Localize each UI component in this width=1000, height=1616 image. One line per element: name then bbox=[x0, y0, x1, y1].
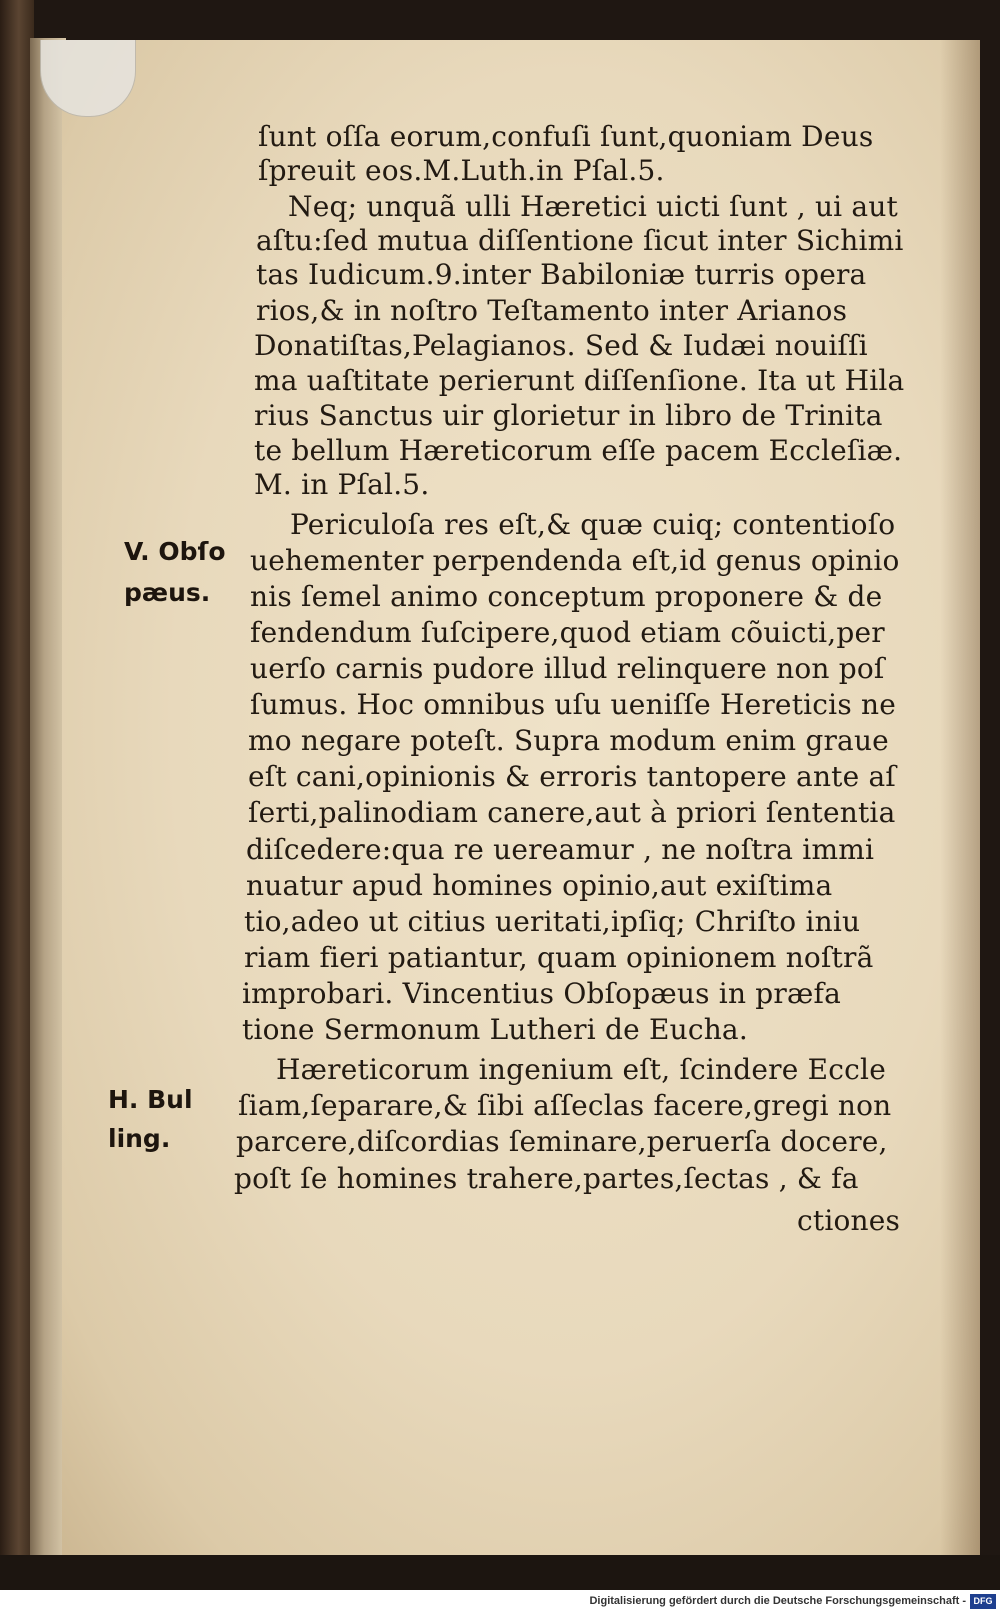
catchword: ctiones bbox=[797, 1204, 901, 1237]
text-line: uehementer perpendenda eſt,id genus opinio bbox=[250, 544, 900, 577]
footer-credit-text: Digitalisierung gefördert durch die Deutsche Forschungsgemeinschaft - bbox=[589, 1595, 966, 1607]
text-line: ſerti,palinodiam canere,aut à priori ſententia bbox=[248, 796, 896, 829]
dfg-logo-icon: DFG bbox=[970, 1594, 996, 1609]
text-line: aſtu:ſed mutua diſſentione ſicut inter Sichimi bbox=[256, 224, 904, 257]
text-line: Donatiſtas,Pelagianos. Sed & Iudæi nouiſſi bbox=[254, 329, 868, 362]
text-line: improbari. Vincentius Obſopæus in præfa bbox=[242, 977, 841, 1010]
marginal-note: V. Obſo bbox=[124, 537, 226, 566]
digitization-footer bbox=[0, 1590, 1000, 1616]
text-line: Hæreticorum ingenium eſt, ſcindere Eccle bbox=[276, 1053, 886, 1086]
text-line: tione Sermonum Lutheri de Eucha. bbox=[242, 1013, 748, 1046]
text-line: ſumus. Hoc omnibus uſu ueniſſe Hereticis ne bbox=[250, 688, 897, 721]
text-line: ma uaſtitate perierunt diſſenſione. Ita ut Hila bbox=[254, 364, 905, 397]
marginal-note: ling. bbox=[108, 1124, 171, 1153]
text-line: mo negare poteſt. Supra modum enim graue bbox=[248, 724, 889, 757]
text-line: tio,adeo ut citius ueritati,ipſiq; Chriſto iniu bbox=[244, 905, 861, 938]
text-line: poſt ſe homines trahere,partes,ſectas , & fa bbox=[234, 1162, 859, 1195]
text-line: Neq; unquã ulli Hæretici uicti ſunt , ui aut bbox=[288, 190, 899, 223]
text-line: diſcedere:qua re uereamur , ne noſtra immi bbox=[246, 833, 875, 866]
text-line: fendendum ſuſcipere,quod etiam cõuicti,per bbox=[250, 616, 885, 649]
text-line: tas Iudicum.9.inter Babiloniæ turris opera bbox=[256, 258, 867, 291]
text-line: uerſo carnis pudore illud relinquere non poſ bbox=[250, 652, 885, 685]
page-stack-edge bbox=[30, 38, 66, 1558]
text-line: rius Sanctus uir glorietur in libro de Trinita bbox=[254, 399, 883, 432]
marginal-note: H. Bul bbox=[108, 1085, 193, 1114]
text-line: ſiam,ſeparare,& ſibi aſſeclas facere,gregi non bbox=[238, 1089, 892, 1122]
page-gutter-shadow bbox=[940, 40, 980, 1555]
text-line: nuatur apud homines opinio,aut exiſtima bbox=[246, 869, 833, 902]
text-line: rios,& in noſtro Teſtamento inter Arianos bbox=[256, 294, 848, 327]
text-line: riam fieri patiantur, quam opinionem noſtrã bbox=[244, 941, 874, 974]
text-line: eſt cani,opinionis & erroris tantopere ante aſ bbox=[248, 760, 896, 793]
text-line: M. in Pſal.5. bbox=[254, 468, 430, 501]
book-cover-edge bbox=[0, 0, 34, 1590]
text-line: Periculoſa res eſt,& quæ cuiq; contentioſo bbox=[290, 508, 896, 541]
marginal-note: pæus. bbox=[124, 578, 211, 607]
scan-bottom-border bbox=[0, 1555, 1000, 1590]
text-line: ſunt oſſa eorum,confuſi ſunt,quoniam Deus bbox=[258, 120, 874, 153]
text-line: te bellum Hæreticorum eſſe pacem Eccleſiæ. bbox=[254, 434, 903, 467]
text-line: nis ſemel animo conceptum proponere & de bbox=[250, 580, 883, 613]
text-line: ſpreuit eos.M.Luth.in Pſal.5. bbox=[258, 154, 665, 187]
text-line: parcere,diſcordias ſeminare,peruerſa docere, bbox=[236, 1125, 888, 1158]
